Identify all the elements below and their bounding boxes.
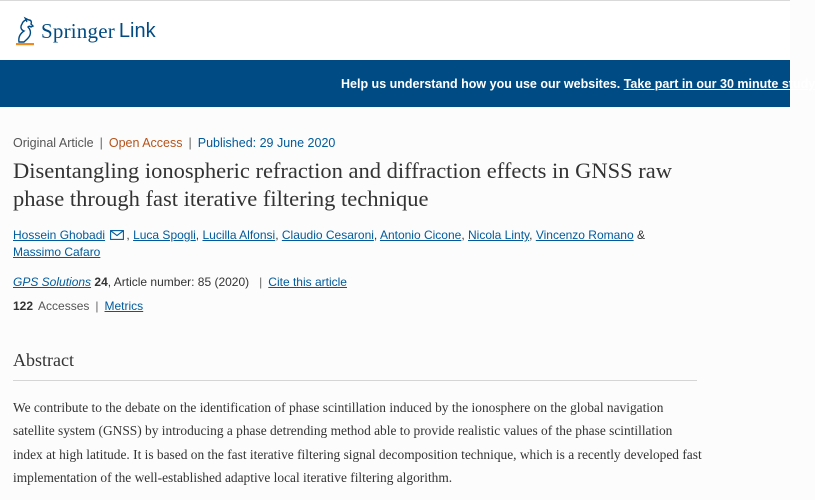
banner-text: Help us understand how you use our websites. bbox=[341, 77, 621, 91]
site-header bbox=[0, 0, 790, 61]
author-link[interactable]: Antonio Cicone bbox=[379, 228, 462, 242]
published-date: Published: 29 June 2020 bbox=[197, 136, 336, 150]
open-access-badge: Open Access bbox=[108, 136, 183, 150]
author-link[interactable]: Massimo Cafaro bbox=[13, 245, 101, 259]
meta-separator: | bbox=[99, 136, 103, 150]
abstract-divider bbox=[13, 380, 697, 381]
author-link[interactable]: Claudio Cesaroni bbox=[281, 228, 374, 242]
journal-info bbox=[13, 275, 347, 289]
study-banner bbox=[0, 60, 815, 107]
author-link[interactable]: Lucilla Alfonsi bbox=[202, 228, 276, 242]
author-link[interactable]: Vincenzo Romano bbox=[535, 228, 634, 242]
springerlink-logo[interactable] bbox=[12, 15, 156, 47]
brand-springer-text: Springer bbox=[41, 18, 115, 43]
author-link[interactable]: Nicola Linty bbox=[468, 228, 530, 242]
brand-link-text: Link bbox=[118, 19, 156, 42]
accesses-count: 122 bbox=[13, 299, 34, 313]
meta-separator: | bbox=[188, 136, 192, 150]
accesses-label: Accesses bbox=[38, 299, 90, 313]
metrics-link[interactable]: Metrics bbox=[104, 299, 144, 313]
author-conjunction: & bbox=[637, 228, 646, 242]
abstract-text: We contribute to the debate on the identification of phase scintillation induced by the ionosphere on the global navigation satellite system (GNSS) by introducing a phase detrending method able to provide realistic values of the phase scintillation index at high latitude. It is based on the fast iterative filtering signal decomposition technique, which is a recently developed fast implementation of the well-established adaptive local iterative filtering algorithm. bbox=[13, 400, 702, 486]
author-link[interactable]: Hossein Ghobadi bbox=[13, 228, 106, 242]
author-link[interactable]: Luca Spogli bbox=[133, 228, 196, 242]
journal-link[interactable]: GPS Solutions bbox=[13, 275, 92, 289]
journal-volume: 24 bbox=[94, 275, 108, 289]
banner-study-link[interactable]: Take part in our 30 minute study bbox=[623, 77, 815, 91]
article-type: Original Article bbox=[13, 136, 94, 150]
abstract-heading: Abstract bbox=[13, 350, 74, 370]
article-title: Disentangling ionospheric refraction and diffraction effects in GNSS raw phase through fast iterative filtering technique bbox=[13, 158, 672, 211]
springer-horse-icon bbox=[12, 16, 38, 46]
metrics-separator: | bbox=[95, 299, 99, 313]
email-icon[interactable] bbox=[110, 230, 124, 240]
author-list: Hossein Ghobadi , Luca Spogli, Lucilla Alfonsi, Claudio Cesaroni, Antonio Cicone, Nicola Linty, Vincenzo Romano & Massimo Cafaro bbox=[13, 228, 646, 259]
article-meta bbox=[13, 136, 335, 150]
journal-separator: | bbox=[259, 275, 263, 289]
cite-article-link[interactable]: Cite this article bbox=[268, 275, 347, 289]
article-metrics bbox=[13, 299, 143, 313]
article-number: , Article number: 85 (2020) bbox=[107, 275, 250, 289]
